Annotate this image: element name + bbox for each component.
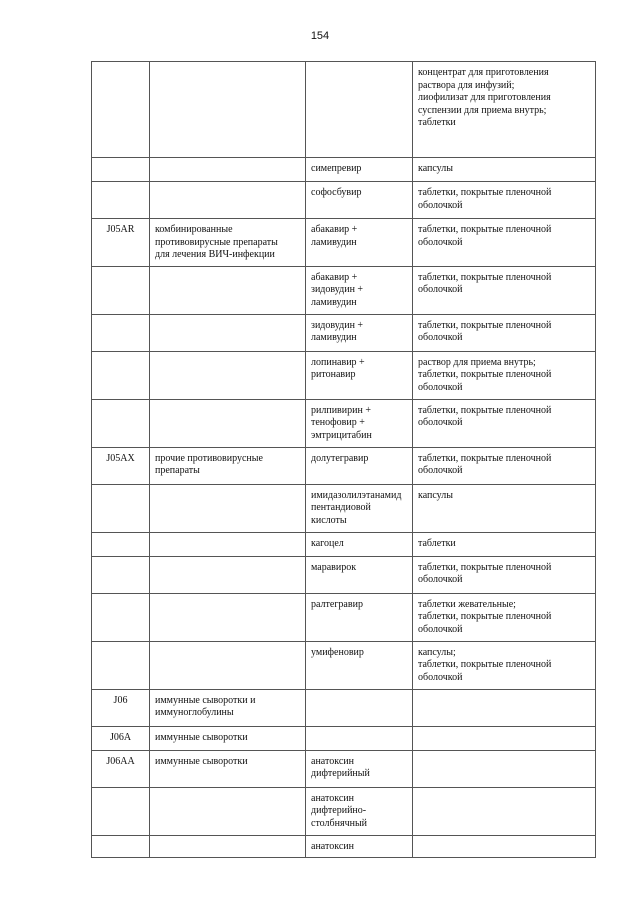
- dosage-form-cell: концентрат для приготовления раствора для инфузий; лиофилизат для приготовления суспензии для приема внутрь; таблетки: [413, 62, 596, 158]
- pharmacological-group-cell: [150, 266, 306, 314]
- dosage-form-cell: таблетки: [413, 532, 596, 556]
- dosage-form-cell: раствор для приема внутрь; таблетки, покрытые пленочной оболочкой: [413, 351, 596, 399]
- pharmacological-group-cell: [150, 787, 306, 835]
- atc-code-cell: [92, 399, 150, 447]
- table-row: [92, 182, 596, 219]
- drug-name-cell: софосбувир: [306, 182, 413, 219]
- dosage-form-cell: таблетки, покрытые пленочной оболочкой: [413, 219, 596, 267]
- pharmacological-group-cell: иммунные сыворотки: [150, 726, 306, 750]
- drug-name-cell: умифеновир: [306, 641, 413, 689]
- dosage-form-cell: таблетки, покрытые пленочной оболочкой: [413, 182, 596, 219]
- atc-code-cell: [92, 158, 150, 182]
- table-row: [92, 750, 596, 787]
- dosage-form-cell: [413, 787, 596, 835]
- dosage-form-cell: капсулы: [413, 158, 596, 182]
- table-row: [92, 641, 596, 689]
- pharmacological-group-cell: [150, 351, 306, 399]
- dosage-form-cell: таблетки, покрытые пленочной оболочкой: [413, 556, 596, 593]
- table-body: [92, 62, 596, 858]
- drug-table: [91, 61, 596, 858]
- pharmacological-group-cell: [150, 593, 306, 641]
- drug-name-cell: долутегравир: [306, 447, 413, 484]
- table-row: [92, 835, 596, 858]
- pharmacological-group-cell: [150, 484, 306, 532]
- atc-code-cell: [92, 351, 150, 399]
- dosage-form-cell: [413, 835, 596, 858]
- drug-name-cell: зидовудин + ламивудин: [306, 314, 413, 351]
- atc-code-cell: [92, 593, 150, 641]
- dosage-form-cell: [413, 726, 596, 750]
- drug-name-cell: маравирок: [306, 556, 413, 593]
- pharmacological-group-cell: [150, 158, 306, 182]
- atc-code-cell: J05AX: [92, 447, 150, 484]
- atc-code-cell: [92, 532, 150, 556]
- table-row: [92, 351, 596, 399]
- atc-code-cell: [92, 314, 150, 351]
- atc-code-cell: J06A: [92, 726, 150, 750]
- table-row: [92, 726, 596, 750]
- drug-name-cell: [306, 62, 413, 158]
- drug-name-cell: имидазолилэтанамид пентандиовой кислоты: [306, 484, 413, 532]
- drug-name-cell: симепревир: [306, 158, 413, 182]
- pharmacological-group-cell: [150, 835, 306, 858]
- pharmacological-group-cell: [150, 182, 306, 219]
- table-row: [92, 158, 596, 182]
- drug-name-cell: [306, 726, 413, 750]
- dosage-form-cell: таблетки, покрытые пленочной оболочкой: [413, 399, 596, 447]
- pharmacological-group-cell: [150, 556, 306, 593]
- pharmacological-group-cell: иммунные сыворотки: [150, 750, 306, 787]
- table-row: [92, 266, 596, 314]
- page-number: 154: [310, 30, 330, 42]
- drug-name-cell: анатоксин дифтерийно- столбнячный: [306, 787, 413, 835]
- table-row: [92, 484, 596, 532]
- table-row: [92, 399, 596, 447]
- table-row: [92, 593, 596, 641]
- atc-code-cell: J06AA: [92, 750, 150, 787]
- dosage-form-cell: капсулы: [413, 484, 596, 532]
- atc-code-cell: [92, 835, 150, 858]
- pharmacological-group-cell: [150, 399, 306, 447]
- drug-name-cell: анатоксин дифтерийный: [306, 750, 413, 787]
- atc-code-cell: [92, 556, 150, 593]
- drug-name-cell: [306, 689, 413, 726]
- dosage-form-cell: таблетки, покрытые пленочной оболочкой: [413, 447, 596, 484]
- pharmacological-group-cell: [150, 314, 306, 351]
- atc-code-cell: J06: [92, 689, 150, 726]
- table-row: [92, 447, 596, 484]
- atc-code-cell: [92, 787, 150, 835]
- dosage-form-cell: [413, 750, 596, 787]
- pharmacological-group-cell: [150, 62, 306, 158]
- drug-name-cell: анатоксин: [306, 835, 413, 858]
- dosage-form-cell: таблетки, покрытые пленочной оболочкой: [413, 266, 596, 314]
- drug-name-cell: рилпивирин + тенофовир + эмтрицитабин: [306, 399, 413, 447]
- dosage-form-cell: капсулы; таблетки, покрытые пленочной оболочкой: [413, 641, 596, 689]
- drug-name-cell: лопинавир + ритонавир: [306, 351, 413, 399]
- pharmacological-group-cell: [150, 532, 306, 556]
- table-row: [92, 787, 596, 835]
- atc-code-cell: J05AR: [92, 219, 150, 267]
- dosage-form-cell: таблетки, покрытые пленочной оболочкой: [413, 314, 596, 351]
- atc-code-cell: [92, 484, 150, 532]
- drug-name-cell: абакавир + ламивудин: [306, 219, 413, 267]
- pharmacological-group-cell: комбинированные противовирусные препараты для лечения ВИЧ-инфекции: [150, 219, 306, 267]
- pharmacological-group-cell: иммунные сыворотки и иммуноглобулины: [150, 689, 306, 726]
- atc-code-cell: [92, 62, 150, 158]
- table-row: [92, 219, 596, 267]
- drug-name-cell: абакавир + зидовудин + ламивудин: [306, 266, 413, 314]
- atc-code-cell: [92, 182, 150, 219]
- drug-name-cell: кагоцел: [306, 532, 413, 556]
- atc-code-cell: [92, 641, 150, 689]
- dosage-form-cell: [413, 689, 596, 726]
- table-row: [92, 556, 596, 593]
- table-row: [92, 314, 596, 351]
- table-row: [92, 532, 596, 556]
- drug-name-cell: ралтегравир: [306, 593, 413, 641]
- atc-code-cell: [92, 266, 150, 314]
- table-row: [92, 689, 596, 726]
- pharmacological-group-cell: [150, 641, 306, 689]
- dosage-form-cell: таблетки жевательные; таблетки, покрытые пленочной оболочкой: [413, 593, 596, 641]
- pharmacological-group-cell: прочие противовирусные препараты: [150, 447, 306, 484]
- table-row: [92, 62, 596, 158]
